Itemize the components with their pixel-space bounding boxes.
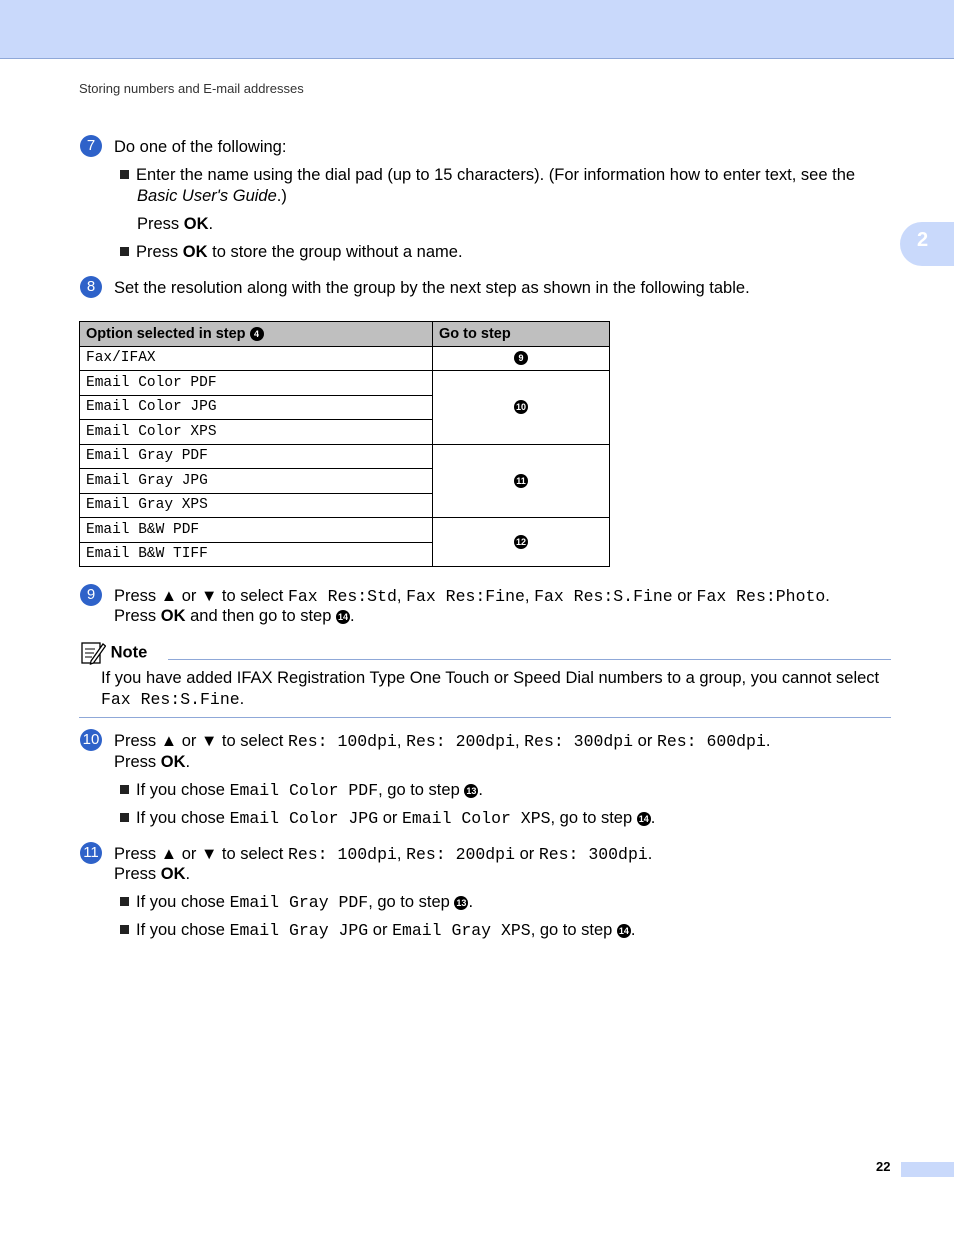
bullet-icon: [120, 785, 129, 794]
step-10-marker: 10: [80, 729, 102, 751]
down-triangle-icon: ▼: [200, 587, 218, 605]
table-header-row: [80, 322, 610, 347]
table-row: [80, 518, 610, 543]
note-code: Fax Res:S.Fine.: [101, 690, 245, 709]
footer-bar: [901, 1162, 954, 1177]
bullet-icon: [120, 170, 129, 179]
step-11-marker: 11: [80, 842, 102, 864]
step-11-line-1: Press ▲ or ▼ to select Res: 100dpi, Res: 200dpi or Res: 300dpi.: [114, 845, 653, 864]
step-7-intro: Do one of the following:: [114, 138, 287, 156]
step-ref-badge: 13: [466, 785, 477, 796]
note-divider-bottom: [79, 717, 891, 718]
chapter-number: 2: [917, 229, 929, 251]
step-ref-badge: 14: [618, 925, 629, 936]
table-row: [80, 346, 610, 371]
step-11-bullet-1: If you chose Email Gray PDF, go to step 13 .: [120, 893, 473, 912]
step-7-bullet-1-cont: Basic User's Guide.): [137, 187, 287, 205]
option-cell: Email Color PDF: [80, 371, 433, 396]
goto-cell: [433, 444, 610, 518]
table-row: [80, 371, 610, 396]
option-cell: Email Gray XPS: [80, 493, 433, 518]
step-ref-badge: 12: [515, 537, 526, 548]
up-triangle-icon: ▲: [160, 587, 178, 605]
step-ref-badge: 4: [250, 327, 264, 341]
down-triangle-icon: ▼: [200, 732, 218, 750]
option-cell: Email Gray PDF: [80, 444, 433, 469]
page-number: 22: [876, 1159, 891, 1174]
header-option: Option selected in step 4: [80, 322, 433, 347]
note-header: Note: [80, 640, 147, 666]
step-11-press-ok: Press OK.: [114, 865, 191, 883]
option-cell: Email Color JPG: [80, 395, 433, 420]
header-goto: Go to step: [433, 322, 610, 347]
pencil-note-icon: [80, 640, 106, 666]
step-9-line-2: Press OK and then go to step 14 .: [114, 607, 355, 625]
table-row: [80, 444, 610, 469]
bullet-icon: [120, 897, 129, 906]
step-7-bullet-1: Enter the name using the dial pad (up to 15 characters). (For information how to enter text, see the: [120, 166, 855, 185]
step-10-bullet-1: If you chose Email Color PDF, go to step 13 .: [120, 781, 483, 800]
option-cell: Email Color XPS: [80, 420, 433, 445]
step-8-text: Set the resolution along with the group by the next step as shown in the following table.: [114, 279, 750, 297]
header-band: [0, 0, 954, 59]
step-ref-badge: 11: [514, 474, 528, 488]
step-10-bullet-2: If you chose Email Color JPG or Email Color XPS, go to step 14 .: [120, 809, 655, 828]
step-7-press-ok: Press OK.: [137, 215, 214, 233]
step-ref-badge: 13: [456, 897, 467, 908]
step-7-bullet-2: Press OK to store the group without a name.: [120, 243, 463, 262]
option-cell: Email B&W TIFF: [80, 542, 433, 567]
note-divider-top: [168, 659, 891, 660]
bullet-icon: [120, 925, 129, 934]
step-9-line-1: Press ▲ or ▼ to select Fax Res:Std, Fax Res:Fine, Fax Res:S.Fine or Fax Res:Photo.: [114, 587, 830, 606]
step-7-marker: 7: [80, 135, 102, 157]
step-11-bullet-2: If you chose Email Gray JPG or Email Gray XPS, go to step 14 .: [120, 921, 636, 940]
up-triangle-icon: ▲: [160, 732, 178, 750]
option-cell: Email B&W PDF: [80, 518, 433, 543]
options-table: [79, 321, 610, 567]
step-ref-badge: 10: [515, 402, 526, 413]
down-triangle-icon: ▼: [200, 845, 218, 863]
step-9-marker: 9: [80, 584, 102, 606]
step-ref-badge: 9: [514, 351, 528, 365]
goto-cell: [433, 518, 610, 567]
step-ref-badge: 14: [638, 813, 649, 824]
goto-cell: [433, 371, 610, 445]
goto-cell: [433, 346, 610, 371]
option-cell: Fax/IFAX: [80, 346, 433, 371]
option-cell: Email Gray JPG: [80, 469, 433, 494]
breadcrumb: Storing numbers and E-mail addresses: [79, 81, 304, 96]
note-text: If you have added IFAX Registration Type One Touch or Speed Dial numbers to a group, you cannot select: [101, 669, 880, 687]
step-ref-badge: 14: [337, 611, 348, 622]
step-8-marker: 8: [80, 276, 102, 298]
step-10-line-1: Press ▲ or ▼ to select Res: 100dpi, Res: 200dpi, Res: 300dpi or Res: 600dpi.: [114, 732, 771, 751]
up-triangle-icon: ▲: [160, 845, 178, 863]
step-10-press-ok: Press OK.: [114, 753, 191, 771]
bullet-icon: [120, 247, 129, 256]
bullet-icon: [120, 813, 129, 822]
